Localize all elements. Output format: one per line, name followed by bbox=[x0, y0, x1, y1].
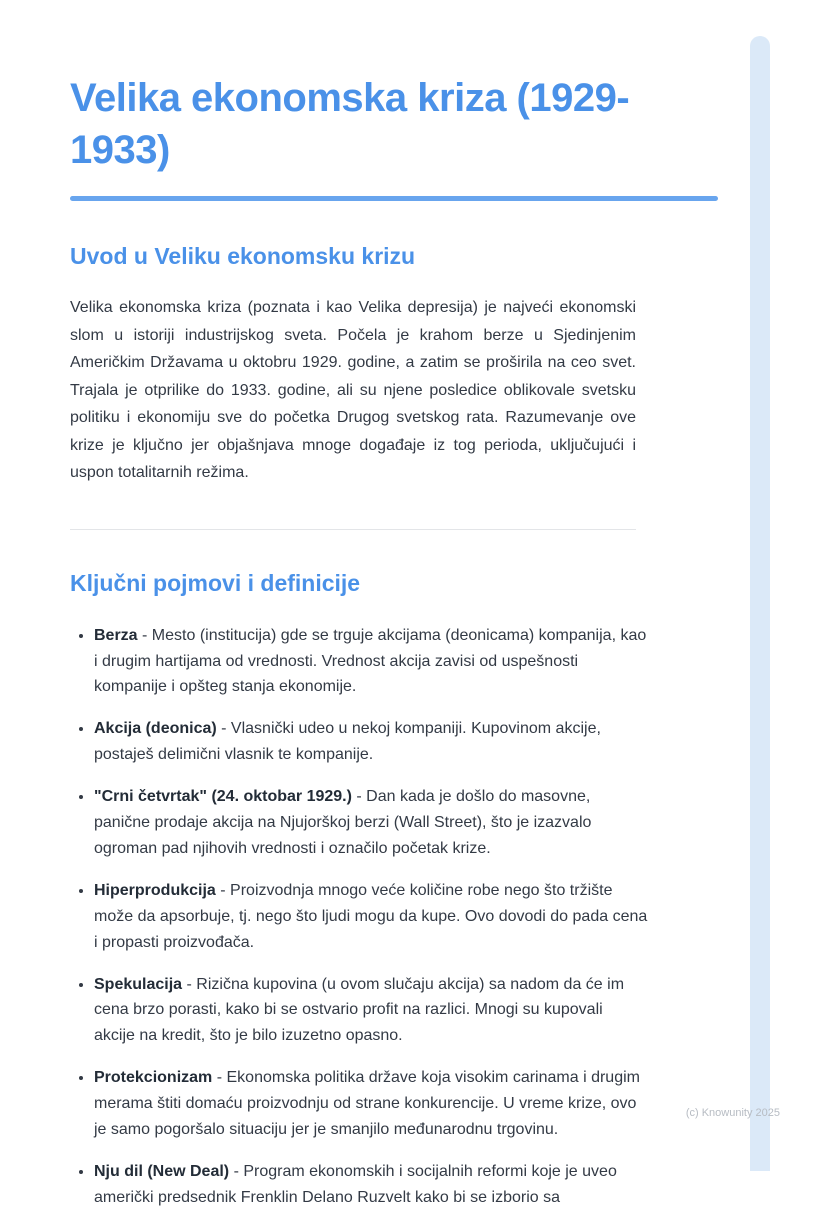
list-item bbox=[94, 716, 648, 768]
term-label: "Crni četvrtak" (24. oktobar 1929.) bbox=[94, 788, 352, 806]
term-label: Hiperprodukcija bbox=[94, 881, 216, 899]
term-label: Spekulacija bbox=[94, 975, 183, 993]
list-item bbox=[94, 1159, 648, 1211]
footer-credit: (c) Knowunity 2025 bbox=[685, 1107, 780, 1119]
term-definition: - Program ekonomskih i socijalnih reformi koje je uveo američki predsednik Frenklin Delano Ruzvelt kako bi se izborio sa bbox=[94, 1163, 617, 1206]
list-item bbox=[94, 784, 648, 862]
key-terms-section-heading: Ključni pojmovi i definicije bbox=[70, 569, 361, 596]
title-underline-rule bbox=[70, 196, 718, 201]
scrollbar-track[interactable] bbox=[750, 36, 770, 1171]
term-label: Berza bbox=[94, 626, 138, 644]
term-definition: - Proizvodnja mnogo veće količine robe nego što tržište može da apsorbuje, tj. nego što ljudi mogu da kupe. Ovo dovodi do pada cena i propasti proizvođača. bbox=[94, 881, 648, 951]
page-title: Velika ekonomska kriza (1929-1933) bbox=[70, 76, 630, 172]
term-label: Protekcionizam bbox=[94, 1069, 213, 1087]
intro-section-heading: Uvod u Veliku ekonomsku krizu bbox=[70, 243, 416, 269]
term-list bbox=[70, 623, 648, 1211]
section-intro bbox=[70, 243, 828, 487]
section-divider bbox=[70, 529, 636, 530]
intro-paragraph: Velika ekonomska kriza (poznata i kao Velika depresija) je najveći ekonomski slom u istoriji industrijskog sveta. Počela je krahom berze u Sjedinjenim Američkim Državama u oktobru 1929. godine, a zatim se proširila na ceo svet. Trajala je otprilike do 1933. godine, ali su njene posledice oblikovale svetsku politiku i ekonomiju sve do početka Drugog svetskog rata. Razumevanje ove krize je ključno jer objašnjava mnoge događaje iz tog perioda, uključujući i uspon totalitarnih režima. bbox=[70, 299, 636, 482]
term-label: Nju dil (New Deal) bbox=[94, 1163, 230, 1181]
term-definition: - Rizična kupovina (u ovom slučaju akcija) sa nadom da će im cena brzo porasti, kako bi se ostvario profit na razlici. Mnogi su kupovali akcije na kredit, što je bilo izuzetno opasno. bbox=[94, 975, 625, 1045]
list-item bbox=[94, 878, 648, 956]
list-item bbox=[94, 972, 648, 1050]
term-definition: - Mesto (institucija) gde se trguje akcijama (deonicama) kompanija, kao i drugim hartijama od vrednosti. Vrednost akcija zavisi od uspešnosti kompanije i opšteg stanja ekonomije. bbox=[94, 626, 647, 696]
term-definition: - Ekonomska politika države koja visokim carinama i drugim merama štiti domaću proizvodnju od strane konkurencije. U vreme krize, ovo je samo pogoršalo situaciju jer je smanjilo međunarodnu trgovinu. bbox=[94, 1069, 640, 1139]
term-label: Akcija (deonica) bbox=[94, 720, 217, 738]
term-definition: - Vlasnički udeo u nekoj kompaniji. Kupovinom akcije, postaješ delimični vlasnik te kompanije. bbox=[94, 720, 601, 764]
list-item bbox=[94, 623, 648, 701]
term-definition: - Dan kada je došlo do masovne, panične prodaje akcija na Njujorškoj berzi (Wall Street), što je izazvalo ogroman pad njihovih vrednosti i označilo početak krize. bbox=[94, 788, 592, 857]
list-item bbox=[94, 1065, 648, 1143]
